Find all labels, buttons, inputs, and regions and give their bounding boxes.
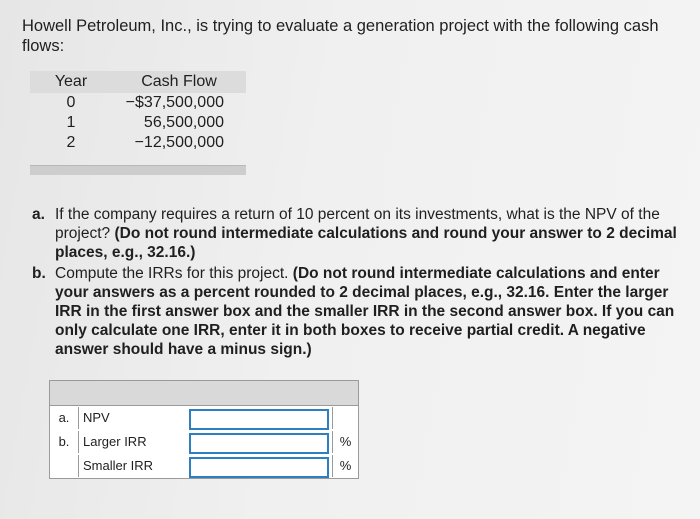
answer-letter: a.: [58, 410, 70, 425]
question-body: [55, 205, 687, 262]
cash-flow-cell: −$37,500,000: [125, 94, 224, 111]
npv-input[interactable]: [189, 409, 329, 430]
answer-label: Smaller IRR: [78, 455, 191, 477]
percent-unit: %: [332, 431, 358, 453]
year-cell: 1: [66, 114, 76, 131]
question-label: a.: [32, 206, 45, 223]
cash-flow-table: [30, 71, 246, 153]
problem-intro: Howell Petroleum, Inc., is trying to evaluate a generation project with the following cash flows:: [22, 17, 659, 55]
question-b: [32, 264, 687, 359]
table-footer-bar: [30, 165, 246, 175]
table-row: [30, 133, 246, 153]
answer-letter: b.: [58, 434, 70, 449]
question-text: Compute the IRRs for this project.: [55, 265, 289, 282]
question-instruction: (Do not round intermediate calculations and enter your answers as a percent rounded to 2 decimal places, e.g., 32.16. Enter the larger IRR in the first answer box and the smaller IRR in the second answer box. If you can only calculate one IRR, enter it in both boxes to receive partial credit. A negative answer should have a minus sign.): [55, 265, 675, 358]
question-instruction: (Do not round intermediate calculations and round your answer to 2 decimal places, e.g., 32.16.): [55, 225, 677, 261]
answer-label: Larger IRR: [78, 431, 191, 453]
answer-row-npv: [50, 407, 358, 429]
larger-irr-input[interactable]: [189, 433, 329, 454]
percent-unit: %: [332, 455, 358, 477]
year-cell: 2: [66, 134, 76, 151]
table-row: [30, 113, 246, 133]
answer-row-smaller-irr: [50, 455, 358, 477]
cash-flow-header: Cash Flow: [112, 71, 246, 93]
answer-label: NPV: [78, 407, 191, 429]
cash-flow-cell: −12,500,000: [134, 134, 224, 151]
year-header: Year: [30, 71, 112, 93]
question-label: b.: [32, 265, 46, 282]
question-body: [55, 264, 687, 359]
year-cell: 0: [66, 94, 76, 111]
answer-unit: [332, 407, 358, 429]
table-row: [30, 93, 246, 113]
question-text: If the company requires a return of 10 percent on its investments, what is the NPV of the project?: [55, 206, 660, 242]
question-a: [32, 205, 687, 262]
question-list: [32, 205, 687, 361]
answer-table-header: [50, 381, 358, 406]
answer-row-larger-irr: [50, 431, 358, 453]
answer-table: [49, 380, 359, 479]
cash-flow-cell: 56,500,000: [143, 114, 224, 131]
smaller-irr-input[interactable]: [189, 457, 329, 478]
